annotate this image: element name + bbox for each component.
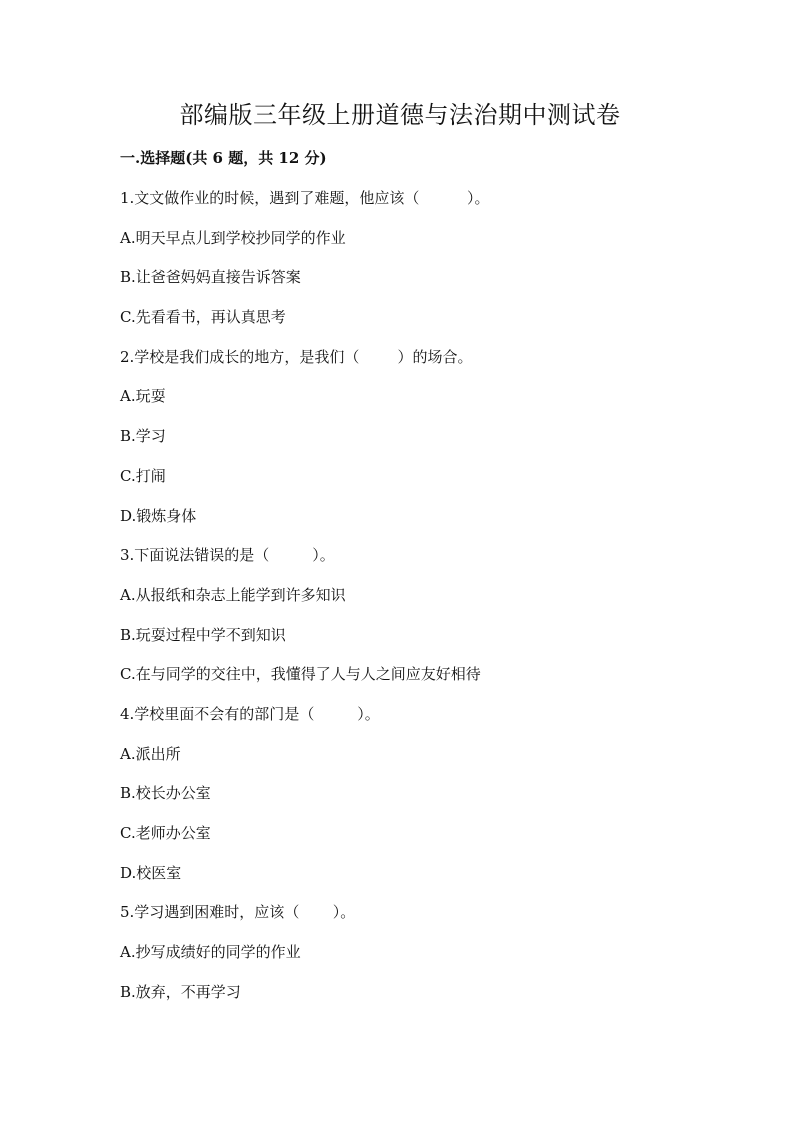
question-3-option-c: C.在与同学的交往中，我懂得了人与人之间应友好相待	[120, 665, 481, 684]
question-1-option-b: B.让爸爸妈妈直接告诉答案	[120, 268, 301, 287]
question-3-option-b: B.玩耍过程中学不到知识	[120, 625, 286, 644]
section-heading: 一.选择题(共 6 题，共 12 分)	[120, 149, 327, 167]
question-5: 5.学习遇到困难时，应该（ ）。	[120, 903, 356, 922]
question-2-option-a: A.玩耍	[120, 387, 166, 406]
question-1-option-a: A.明天早点儿到学校抄同学的作业	[120, 228, 346, 247]
question-5-option-b: B.放弃，不再学习	[120, 982, 241, 1001]
question-4-option-d: D.校医室	[120, 863, 182, 882]
question-4: 4.学校里面不会有的部门是（ ）。	[120, 704, 380, 723]
question-4-option-b: B.校长办公室	[120, 784, 211, 803]
document-title: 部编版三年级上册道德与法治期中测试卷	[179, 101, 621, 129]
question-2-option-d: D.锻炼身体	[120, 506, 197, 525]
question-3: 3.下面说法错误的是（ ）。	[120, 546, 335, 565]
question-list	[120, 186, 700, 1019]
question-2-option-c: C.打闹	[120, 466, 166, 485]
question-4-option-a: A.派出所	[120, 744, 181, 763]
question-2: 2.学校是我们成长的地方，是我们（ ）的场合。	[120, 347, 473, 366]
question-2-option-b: B.学习	[120, 427, 166, 446]
question-5-option-a: A.抄写成绩好的同学的作业	[120, 943, 301, 962]
question-3-option-a: A.从报纸和杂志上能学到许多知识	[120, 585, 346, 604]
question-4-option-c: C.老师办公室	[120, 824, 211, 842]
question-1: 1.文文做作业的时候，遇到了难题，他应该（ ）。	[120, 189, 490, 207]
question-1-option-c: C.先看看书，再认真思考	[120, 308, 286, 327]
